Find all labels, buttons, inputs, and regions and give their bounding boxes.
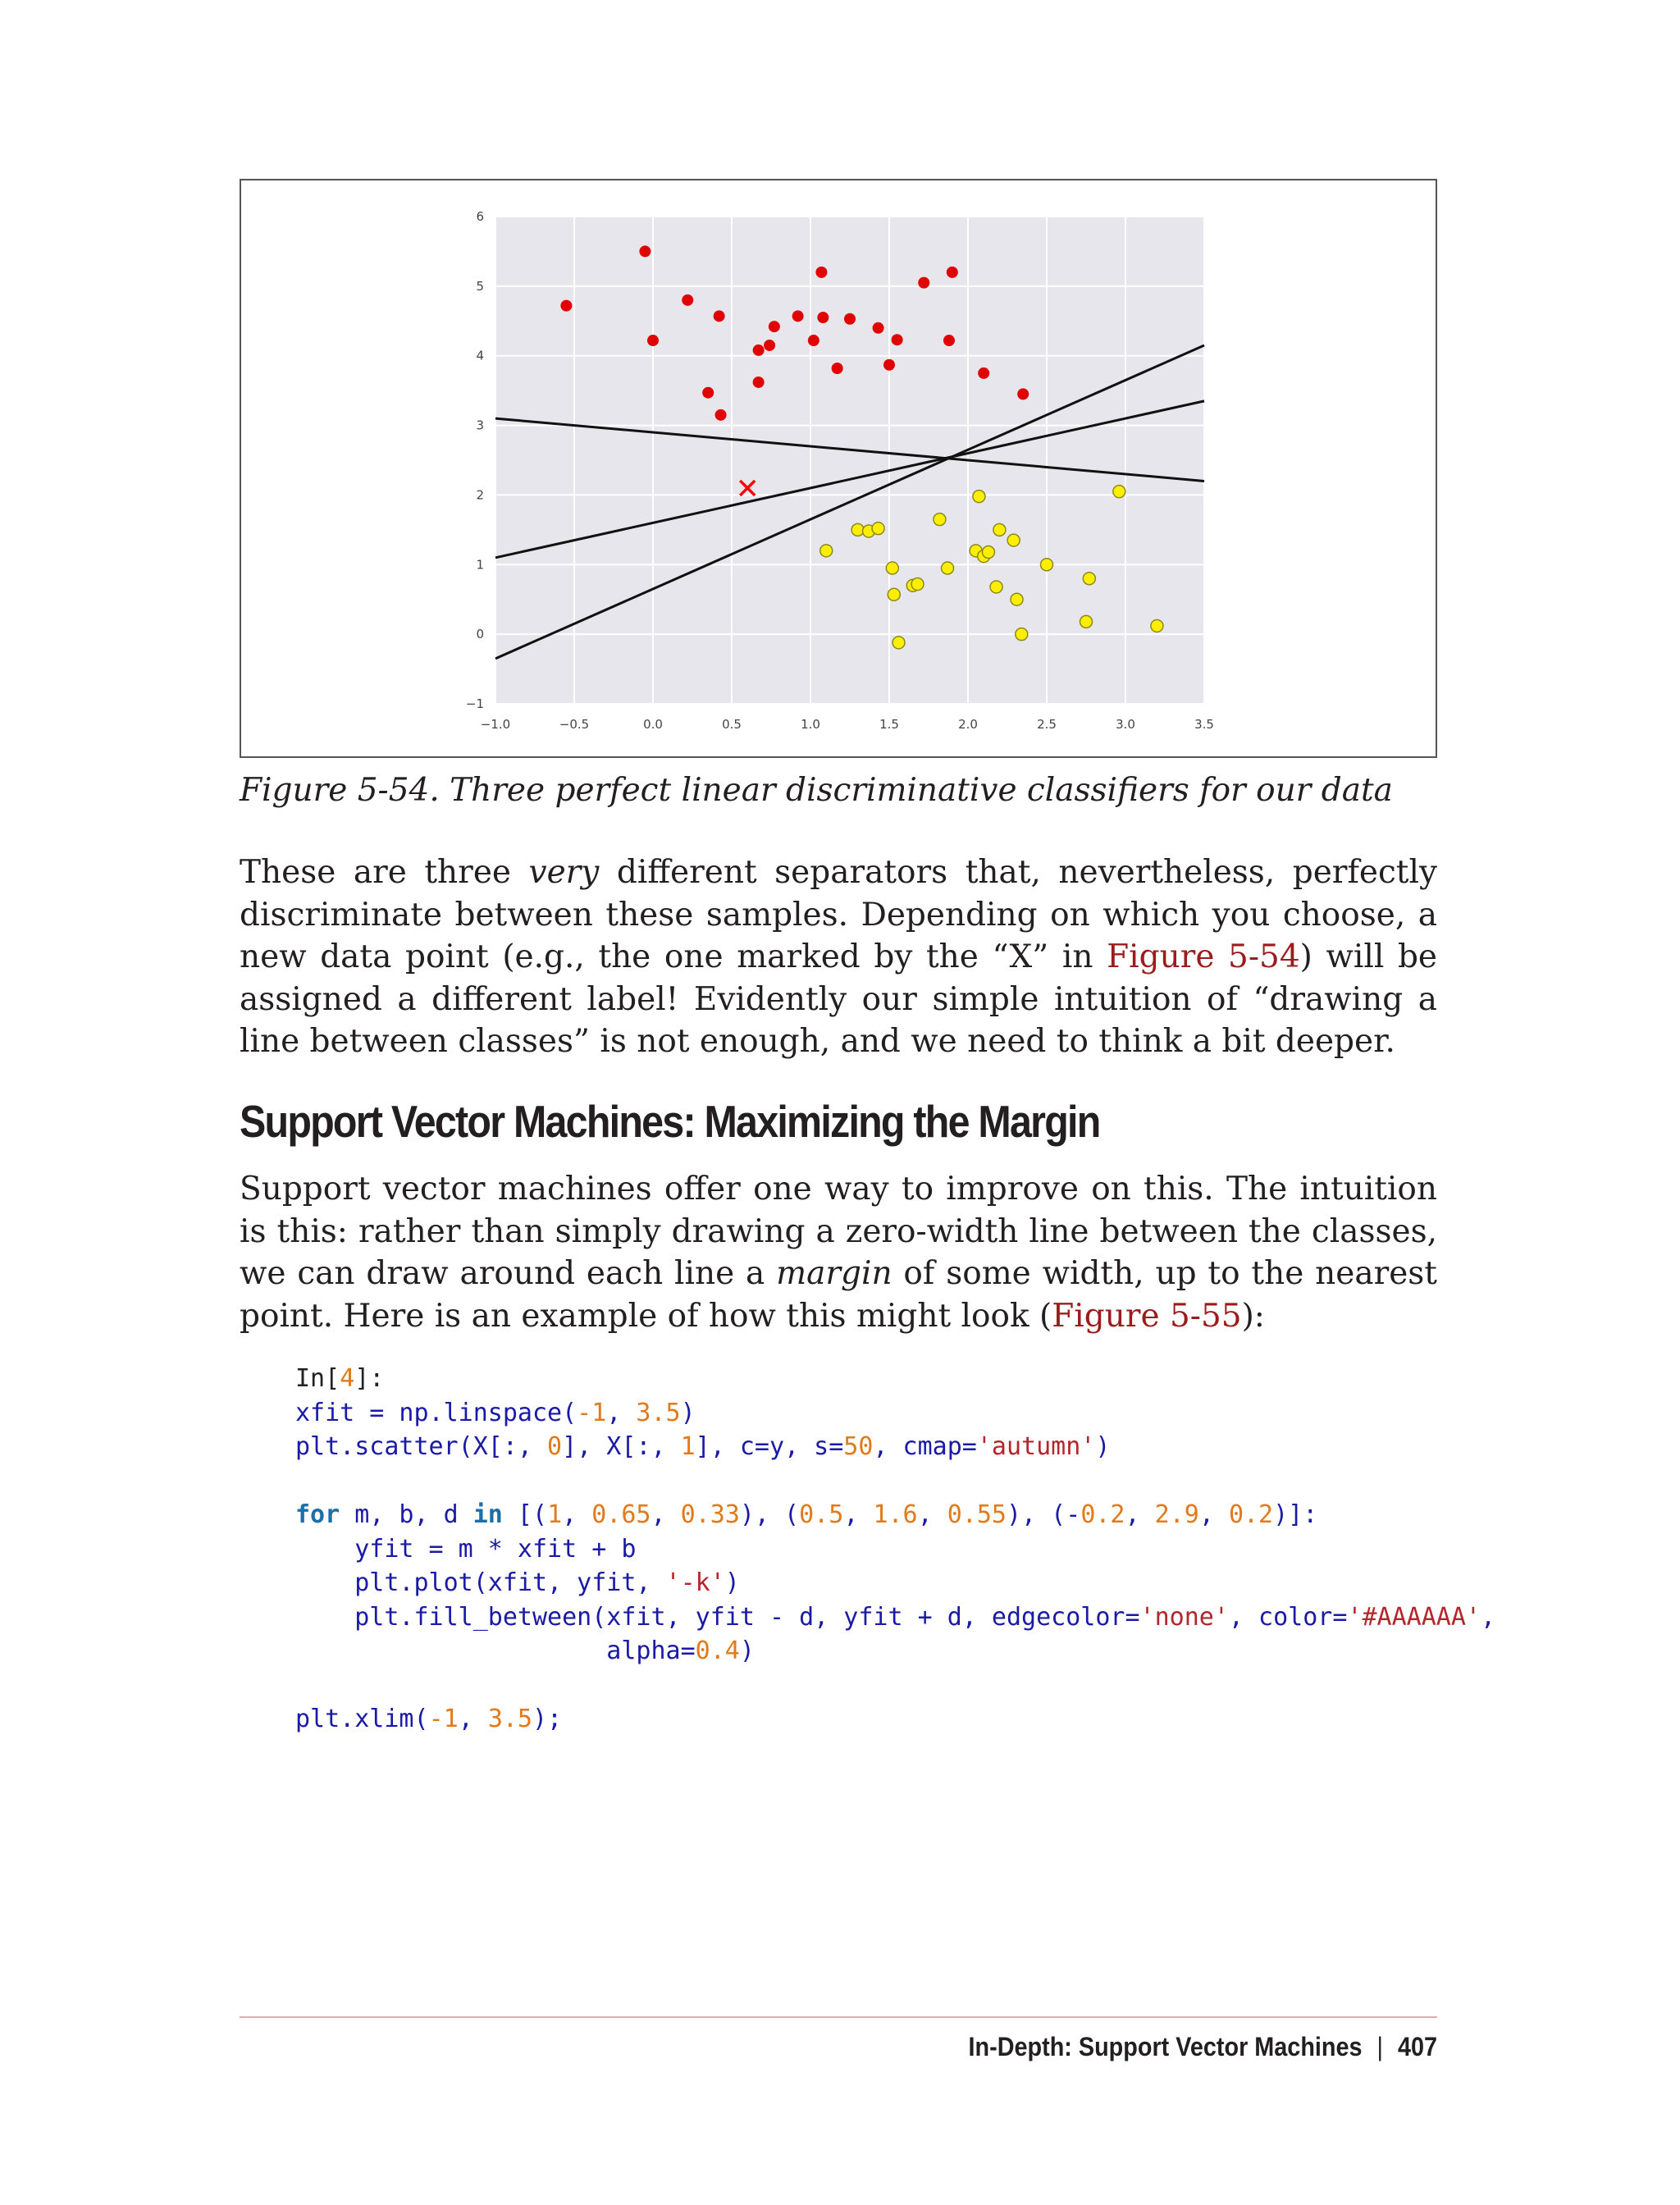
paragraph-1 <box>240 851 1437 1063</box>
x-tick-label: 2.0 <box>958 717 978 732</box>
x-tick-label: 1.5 <box>879 717 899 732</box>
y-tick-label: 2 <box>476 487 484 503</box>
code-line-3: plt.scatter(X[:, 0], X[:, 1], c=y, s=50, cmap='autumn') <box>295 1432 1111 1461</box>
yellow-point <box>990 581 1002 593</box>
code-line-9: alpha=0.4) <box>295 1637 755 1665</box>
red-point <box>714 310 725 322</box>
y-tick-label: 1 <box>476 557 484 573</box>
red-point <box>918 277 929 289</box>
section-heading: Support Vector Machines: Maximizing the Margin <box>240 1096 1100 1147</box>
yellow-point <box>982 546 994 559</box>
page-footer <box>968 2026 1437 2067</box>
yellow-point <box>973 491 985 503</box>
code-line-11: plt.xlim(-1, 3.5); <box>295 1705 563 1733</box>
x-tick-label: −0.5 <box>559 717 590 732</box>
para1-emphasis: very <box>528 854 600 891</box>
y-tick-label: 4 <box>476 348 484 363</box>
x-tick-label: 3.5 <box>1194 717 1214 732</box>
red-point <box>753 377 765 388</box>
red-point <box>844 313 856 325</box>
red-point <box>892 334 903 345</box>
red-point <box>715 409 727 421</box>
red-point <box>1017 388 1029 399</box>
red-point <box>682 294 693 306</box>
red-point <box>815 267 827 278</box>
red-point <box>702 387 714 399</box>
yellow-point <box>942 562 954 574</box>
footer-separator: | <box>1376 2032 1383 2061</box>
figure-frame <box>240 179 1437 758</box>
x-tick-label: 3.0 <box>1116 717 1135 732</box>
yellow-point <box>911 578 924 591</box>
red-point <box>560 300 572 312</box>
para2-text-2: of some width, up to the nearest point. Here is an example of how this might look ( <box>240 1255 1437 1335</box>
red-point <box>943 335 955 346</box>
y-tick-label: −1 <box>465 696 484 711</box>
yellow-point <box>1007 534 1020 546</box>
red-point <box>978 368 989 379</box>
code-line-5: for m, b, d in [(1, 0.65, 0.33), (0.5, 1.6, 0.55), (-0.2, 2.9, 0.2)]: <box>295 1500 1318 1529</box>
para2-text-1: Support vector machines offer one way to improve on this. The intuition is this: rather than simply drawing a zero-width line between the classes, we can draw around each line a <box>240 1171 1437 1292</box>
red-point <box>769 321 780 332</box>
yellow-point <box>886 562 898 574</box>
x-tick-label: 0.0 <box>643 717 663 732</box>
code-line-7: plt.plot(xfit, yfit, '-k') <box>295 1568 740 1597</box>
para2-emphasis: margin <box>776 1255 892 1292</box>
figure-caption: Figure 5-54. Three perfect linear discriminative classifiers for our data <box>240 772 1393 809</box>
code-line-2: xfit = np.linspace(-1, 3.5) <box>295 1398 696 1427</box>
red-point <box>817 312 829 323</box>
y-tick-label: 6 <box>476 209 484 224</box>
page-number: 407 <box>1397 2032 1437 2061</box>
red-point <box>947 267 958 278</box>
yellow-point <box>1151 619 1163 632</box>
code-line-8: plt.fill_between(xfit, yfit - d, yfit + d, edgecolor='none', color='#AAAAAA', <box>295 1602 1496 1632</box>
yellow-point <box>872 523 884 535</box>
red-point <box>792 310 804 322</box>
y-tick-label: 3 <box>476 418 484 433</box>
para1-text-1: These are three <box>240 854 529 891</box>
running-section-title: In-Depth: Support Vector Machines <box>968 2032 1363 2061</box>
yellow-point <box>993 523 1006 536</box>
para1-text-3: ) will be assigned a different label! Evidently our simple intuition of “drawing a line between classes” is not enough, and we need to think a bit deeper. <box>240 938 1437 1060</box>
yellow-point <box>1011 593 1023 605</box>
red-point <box>832 363 843 374</box>
red-point <box>808 335 819 346</box>
yellow-point <box>851 523 864 536</box>
yellow-point <box>892 637 905 649</box>
code-line-6: yfit = m * xfit + b <box>295 1534 637 1564</box>
yellow-point <box>1041 559 1053 571</box>
x-tick-label: 2.5 <box>1037 717 1057 732</box>
para2-text-3: ): <box>1241 1297 1265 1335</box>
scatter-chart <box>241 180 1436 756</box>
x-tick-label: 0.5 <box>722 717 742 732</box>
red-point <box>883 359 895 371</box>
red-point <box>639 245 651 257</box>
figure-5-55-link[interactable]: Figure 5-55 <box>1052 1297 1242 1335</box>
y-tick-label: 5 <box>476 278 484 294</box>
yellow-point <box>1080 615 1093 628</box>
yellow-point <box>934 514 946 526</box>
red-point <box>873 322 884 334</box>
code-line-1: In[4]: <box>295 1364 385 1393</box>
red-point <box>764 340 775 351</box>
footer-divider <box>240 2016 1437 2018</box>
yellow-point <box>820 545 833 557</box>
y-tick-label: 0 <box>476 627 484 642</box>
plot-background <box>495 217 1204 704</box>
red-point <box>753 345 765 356</box>
yellow-point <box>1113 486 1125 498</box>
red-point <box>647 335 659 346</box>
paragraph-2 <box>240 1168 1437 1337</box>
x-tick-label: 1.0 <box>801 717 820 732</box>
figure-5-54-link[interactable]: Figure 5-54 <box>1107 938 1300 975</box>
yellow-point <box>888 588 900 600</box>
x-tick-label: −1.0 <box>480 717 511 732</box>
yellow-point <box>1016 628 1028 641</box>
yellow-point <box>1083 573 1095 585</box>
code-block <box>295 1362 1495 1737</box>
para1-text-2: different separators that, nevertheless, perfectly discriminate between these samples. Depending on which you choose, a new data point (e.g., the one marked by the “X” in <box>240 854 1437 975</box>
